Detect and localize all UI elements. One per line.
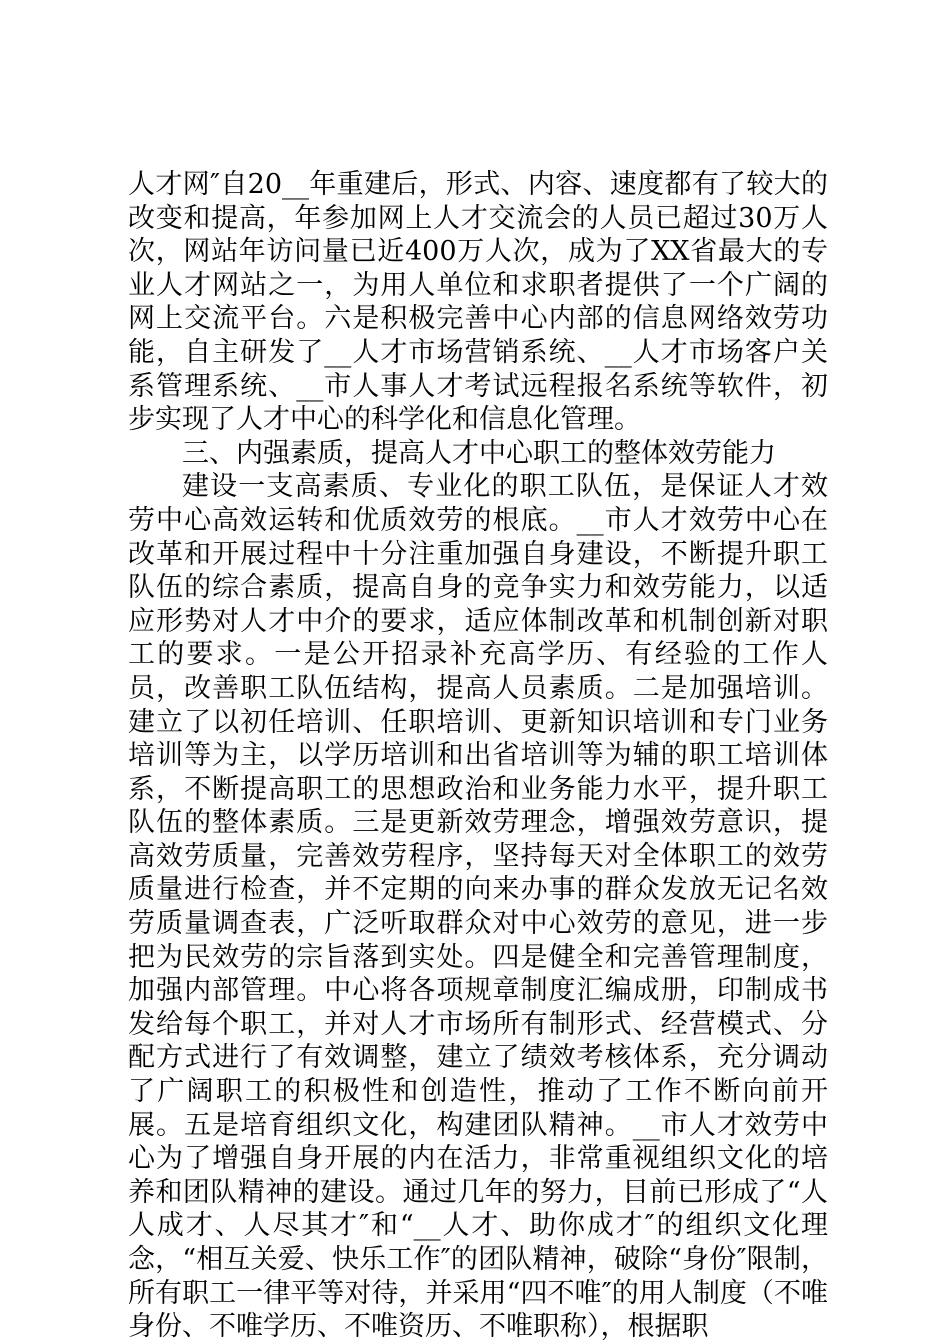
paragraph-body: 建设一支高素质、专业化的职工队伍，是保证人才效劳中心高效运转和优质效劳的根底。__市人才效劳中心在改革和开展过程中十分注重加强自身建设，不断提升职工队伍的综合素质，提高自身的竞争实力和效劳能力，以适应形势对人才中介的要求，适应体制改革和机制创新对职工的要求。一是公开招录补充高学历、有经验的工作人员，改善职工队伍结构，提高人员素质。二是加强培训。建立了以初任培训、任职培训、更新知识培训和专门业务培训等为主，以学历培训和出省培训等为辅的职工培训体系，不断提高职工的思想政治和业务能力水平，提升职工队伍的整体素质。三是更新效劳理念，增强效劳意识，提高效劳质量，完善效劳程序，坚持每天对全体职工的效劳质量进行检查，并不定期的向来办事的群众发放无记名效劳质量调查表，广泛听取群众对中心效劳的意见，进一步把为民效劳的宗旨落到实处。四是健全和完善管理制度，加强内部管理。中心将各项规章制度汇编成册，印制成书发给每个职工，并对人才市场所有制形式、经营模式、分配方式进行了有效调整，建立了绩效考核体系，充分调动了广阔职工的积极性和创造性，推动了工作不断向前开展。五是培育组织文化，构建团队精神。__市人才效劳中心为了增强自身开展的内在活力，非常重视组织文化的培养和团队精神的建设。通过几年的努力，目前已形成了“人人成才、人尽其才″和“__人才、助你成才″的组织文化理念，“相互关爱、快乐工作″的团队精神，破除“身份″限制，所有职工一律平等对待，并采用“四不唯″的用人制度（不唯身份、不唯学历、不唯资历、不唯职称），根据职 — [128, 471, 828, 1343]
document-body — [128, 168, 828, 1344]
paragraph-intro: 人才网″自20__年重建后，形式、内容、速度都有了较大的改变和提高，年参加网上人才交流会的人员已超过30万人次，网站年访问量已近400万人次，成为了XX省最大的专业人才网站之一，为用人单位和求职者提供了一个广阔的网上交流平台。六是积极完善中心内部的信息网络效劳功能，自主研发了__人才市场营销系统、__人才市场客户关系管理系统、__市人事人才考试远程报名系统等软件，初步实现了人才中心的科学化和信息化管理。 — [128, 169, 828, 436]
section-heading: 三、内强素质，提高人才中心职工的整体效劳能力 — [182, 437, 776, 469]
